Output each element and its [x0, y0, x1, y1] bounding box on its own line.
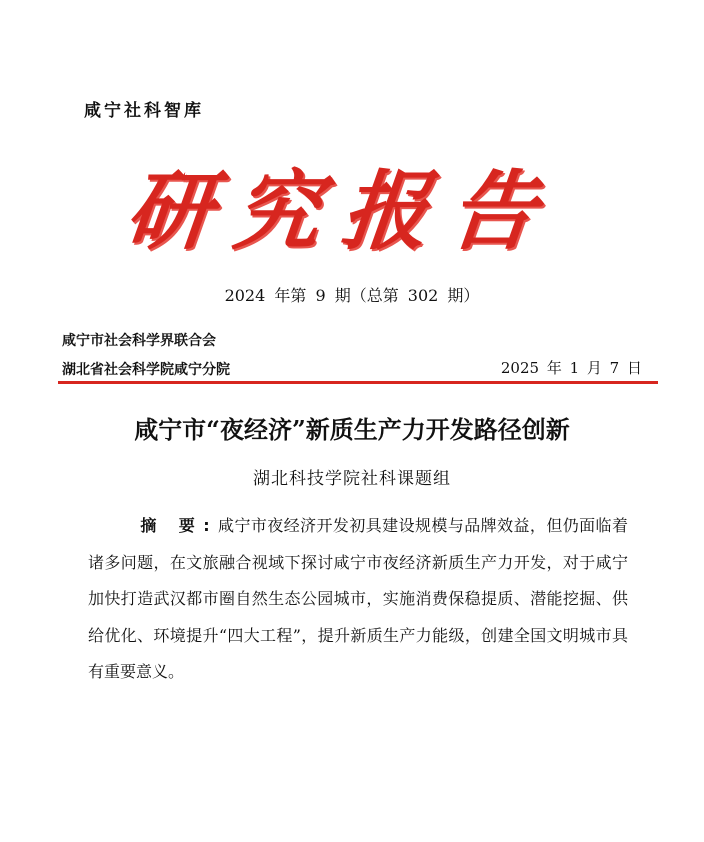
publish-date: 2025 年 1 月 7 日 [500, 359, 642, 377]
abstract-text: 咸宁市夜经济开发初具建设规模与品牌效益，但仍面临着诸多问题，在文旅融合视域下探讨咸宁市夜经济新质生产力开发，对于咸宁加快打造武汉都市圈自然生态公园城市，实施消费保稳提质、潜能挖掘、供给优化、环境提升“四大工程”，提升新质生产力能级，创建全国文明城市具有重要意义。 [88, 516, 628, 681]
series-name: 咸宁社科智库 [84, 101, 204, 121]
abstract-label: 摘 要: [140, 516, 218, 535]
issue-number: 2024 年第 9 期（总第 302 期） [224, 286, 480, 305]
masthead-title: 研究报告 [120, 161, 564, 262]
publisher-org-2: 湖北省社会科学院咸宁分院 [62, 362, 230, 378]
header-divider [58, 381, 658, 384]
article-author: 湖北科技学院社科课题组 [253, 469, 451, 489]
abstract [88, 508, 628, 691]
publisher-org-1: 咸宁市社会科学界联合会 [62, 333, 216, 349]
article-title: 咸宁市“夜经济”新质生产力开发路径创新 [134, 415, 570, 444]
